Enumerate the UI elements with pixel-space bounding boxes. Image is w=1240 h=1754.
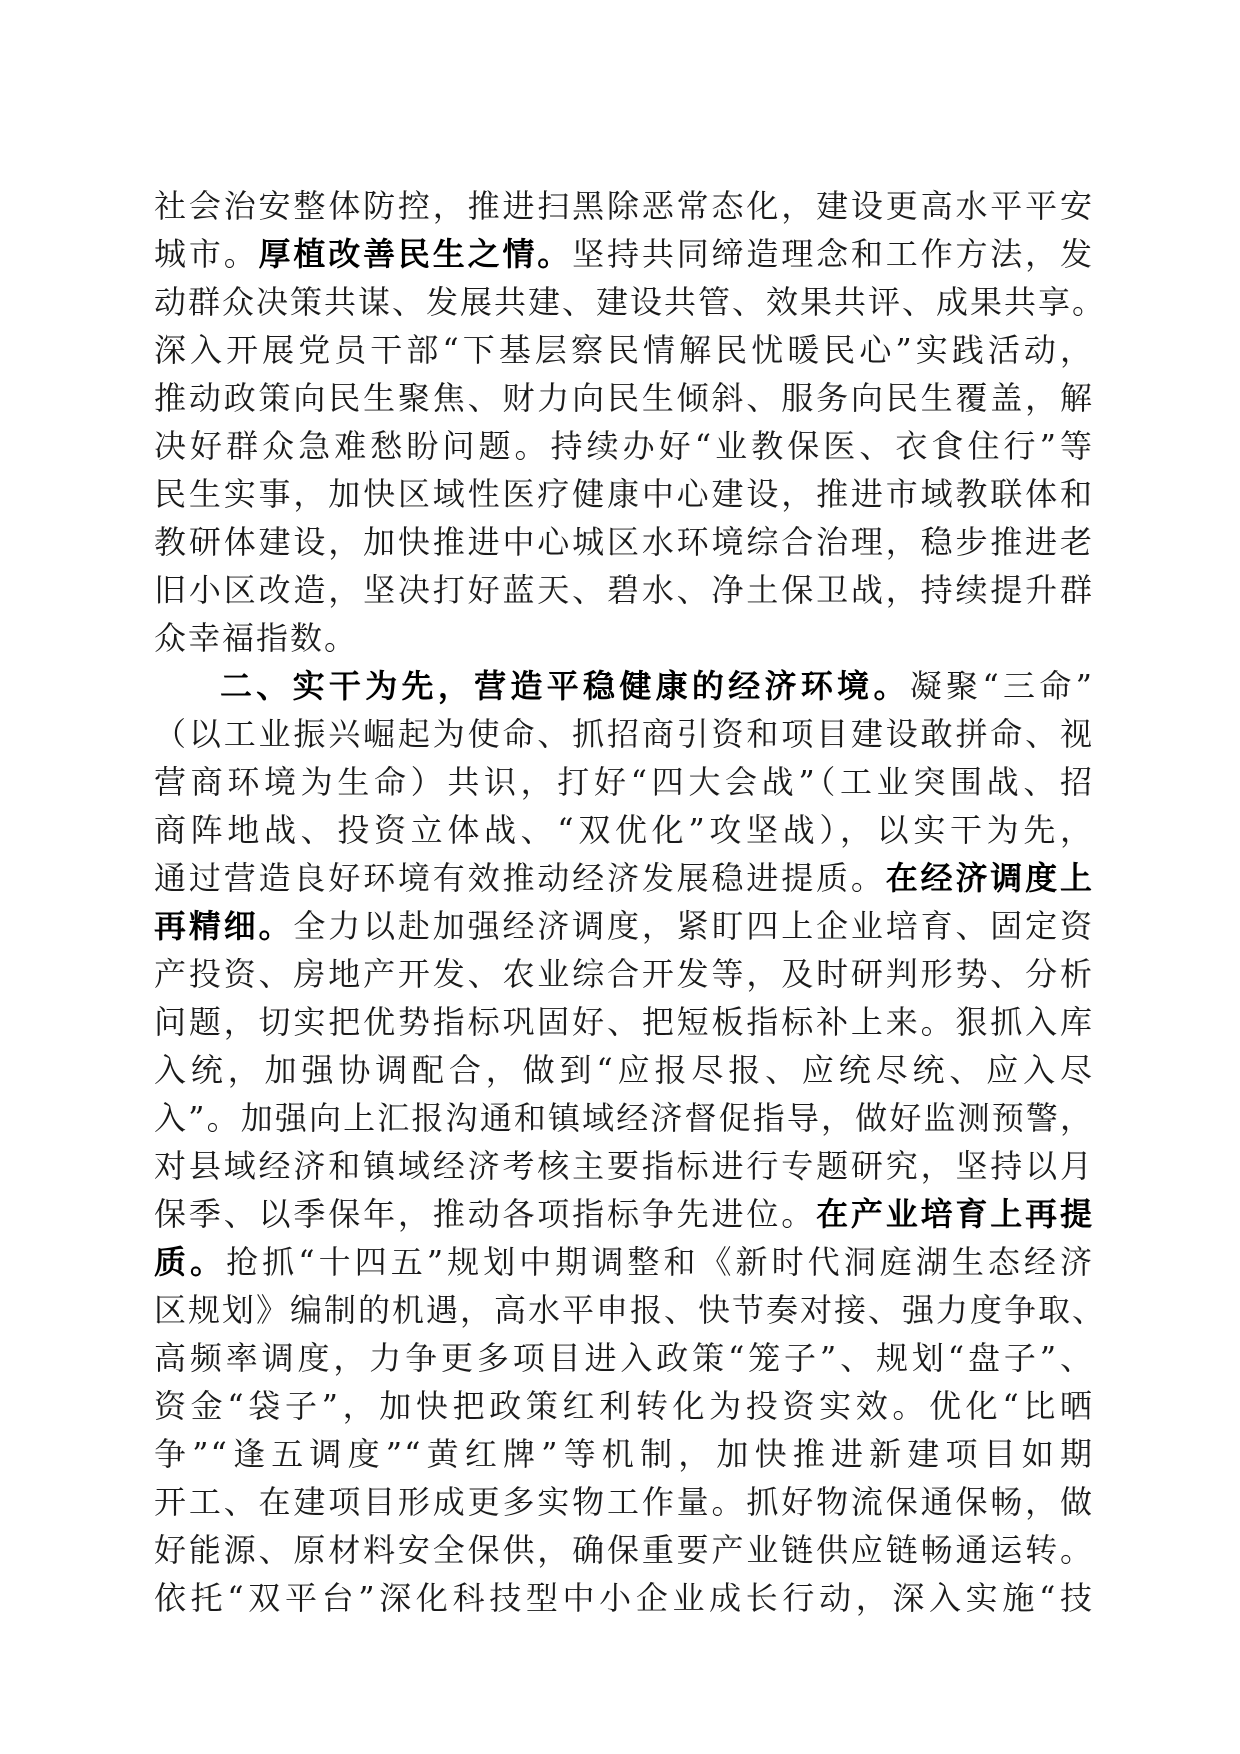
text-line <box>154 854 1094 902</box>
body-text <box>154 182 1107 1622</box>
text-segment: 问题，切实把优势指标巩固好、把短板指标补上来。狠抓入库 <box>154 1003 1094 1041</box>
text-segment: 营商环境为生命）共识，打好“四大会战”（工业突围战、招 <box>154 763 1094 801</box>
text-line <box>154 230 1094 278</box>
text-line <box>154 1286 1107 1334</box>
text-segment: 动群众决策共谋、发展共建、建设共管、效果共评、成果共享。 <box>154 283 1107 321</box>
text-line <box>154 470 1094 518</box>
text-line <box>154 1238 1094 1286</box>
text-segment: 全力以赴加强经济调度，紧盯四上企业培育、固定资 <box>293 907 1094 945</box>
text-line <box>154 566 1094 614</box>
text-line <box>154 326 1094 374</box>
text-segment: 坚持共同缔造理念和工作方法，发 <box>572 235 1094 273</box>
text-line <box>154 614 1094 662</box>
bold-phrase: 在经济调度上 <box>885 859 1094 897</box>
text-line <box>154 278 1107 326</box>
text-segment: （以工业振兴崛起为使命、抓招商引资和项目建设敢拼命、视 <box>154 715 1094 753</box>
text-line <box>154 1334 1094 1382</box>
text-line <box>154 1046 1094 1094</box>
text-segment: 产投资、房地产开发、农业综合开发等，及时研判形势、分析 <box>154 955 1094 993</box>
text-line <box>154 710 1094 758</box>
text-line <box>154 1382 1094 1430</box>
text-segment: 教研体建设，加快推进中心城区水环境综合治理，稳步推进老 <box>154 523 1094 561</box>
text-line <box>154 1094 1094 1142</box>
text-line <box>154 422 1094 470</box>
bold-phrase: 二、实干为先，营造平稳健康的经济环境。 <box>220 667 910 705</box>
text-segment: 旧小区改造，坚决打好蓝天、碧水、净土保卫战，持续提升群 <box>154 571 1094 609</box>
text-segment: 抢抓“十四五”规划中期调整和《新时代洞庭湖生态经济 <box>226 1243 1094 1281</box>
text-line <box>154 950 1094 998</box>
text-segment: 入”。加强向上汇报沟通和镇域经济督促指导，做好监测预警， <box>154 1099 1094 1137</box>
text-segment: 城市。 <box>154 235 259 273</box>
bold-phrase: 在产业培育上再提 <box>816 1195 1094 1233</box>
text-line <box>154 1526 1094 1574</box>
text-line <box>154 662 1094 710</box>
text-segment: 推动政策向民生聚焦、财力向民生倾斜、服务向民生覆盖，解 <box>154 379 1094 417</box>
text-segment: 入统，加强协调配合，做到“应报尽报、应统尽统、应入尽 <box>154 1051 1094 1089</box>
text-segment: 深入开展党员干部“下基层察民情解民忧暖民心”实践活动， <box>154 331 1094 369</box>
text-line <box>154 1478 1094 1526</box>
text-segment: 决好群众急难愁盼问题。持续办好“业教保医、衣食住行”等 <box>154 427 1094 465</box>
bold-phrase: 再精细。 <box>154 907 294 945</box>
text-segment: 商阵地战、投资立体战、“双优化”攻坚战），以实干为先， <box>154 811 1094 849</box>
text-segment: 开工、在建项目形成更多实物工作量。抓好物流保通保畅，做 <box>154 1483 1094 1521</box>
text-line <box>154 902 1094 950</box>
text-segment: 争”“逢五调度”“黄红牌”等机制，加快推进新建项目如期 <box>154 1435 1094 1473</box>
text-line <box>154 1190 1094 1238</box>
text-line <box>154 1430 1094 1478</box>
text-segment: 社会治安整体防控，推进扫黑除恶常态化，建设更高水平平安 <box>154 187 1094 225</box>
text-segment: 区规划》编制的机遇，高水平申报、快节奏对接、强力度争取、 <box>154 1291 1107 1329</box>
text-segment: 依托“双平台”深化科技型中小企业成长行动，深入实施“技 <box>154 1579 1094 1617</box>
text-line <box>154 758 1094 806</box>
text-segment: 通过营造良好环境有效推动经济发展稳进提质。 <box>154 859 886 897</box>
text-segment: 众幸福指数。 <box>154 619 359 657</box>
text-segment: 资金“袋子”，加快把政策红利转化为投资实效。优化“比晒 <box>154 1387 1094 1425</box>
text-line <box>154 1142 1094 1190</box>
text-segment: 高频率调度，力争更多项目进入政策“笼子”、规划“盘子”、 <box>154 1339 1094 1377</box>
text-segment: 好能源、原材料安全保供，确保重要产业链供应链畅通运转。 <box>154 1531 1094 1569</box>
text-segment: 民生实事，加快区域性医疗健康中心建设，推进市域教联体和 <box>154 475 1094 513</box>
bold-phrase: 厚植改善民生之情。 <box>258 235 573 273</box>
text-segment: 对县域经济和镇域经济考核主要指标进行专题研究，坚持以月 <box>154 1147 1094 1185</box>
text-line <box>154 182 1094 230</box>
text-segment: 保季、以季保年，推动各项指标争先进位。 <box>154 1195 817 1233</box>
text-line <box>154 806 1094 854</box>
text-line <box>154 1574 1094 1622</box>
bold-phrase: 质。 <box>154 1243 227 1281</box>
text-line <box>154 374 1094 422</box>
text-line <box>154 998 1094 1046</box>
text-line <box>154 518 1094 566</box>
text-segment: 凝聚“三命” <box>909 667 1094 705</box>
